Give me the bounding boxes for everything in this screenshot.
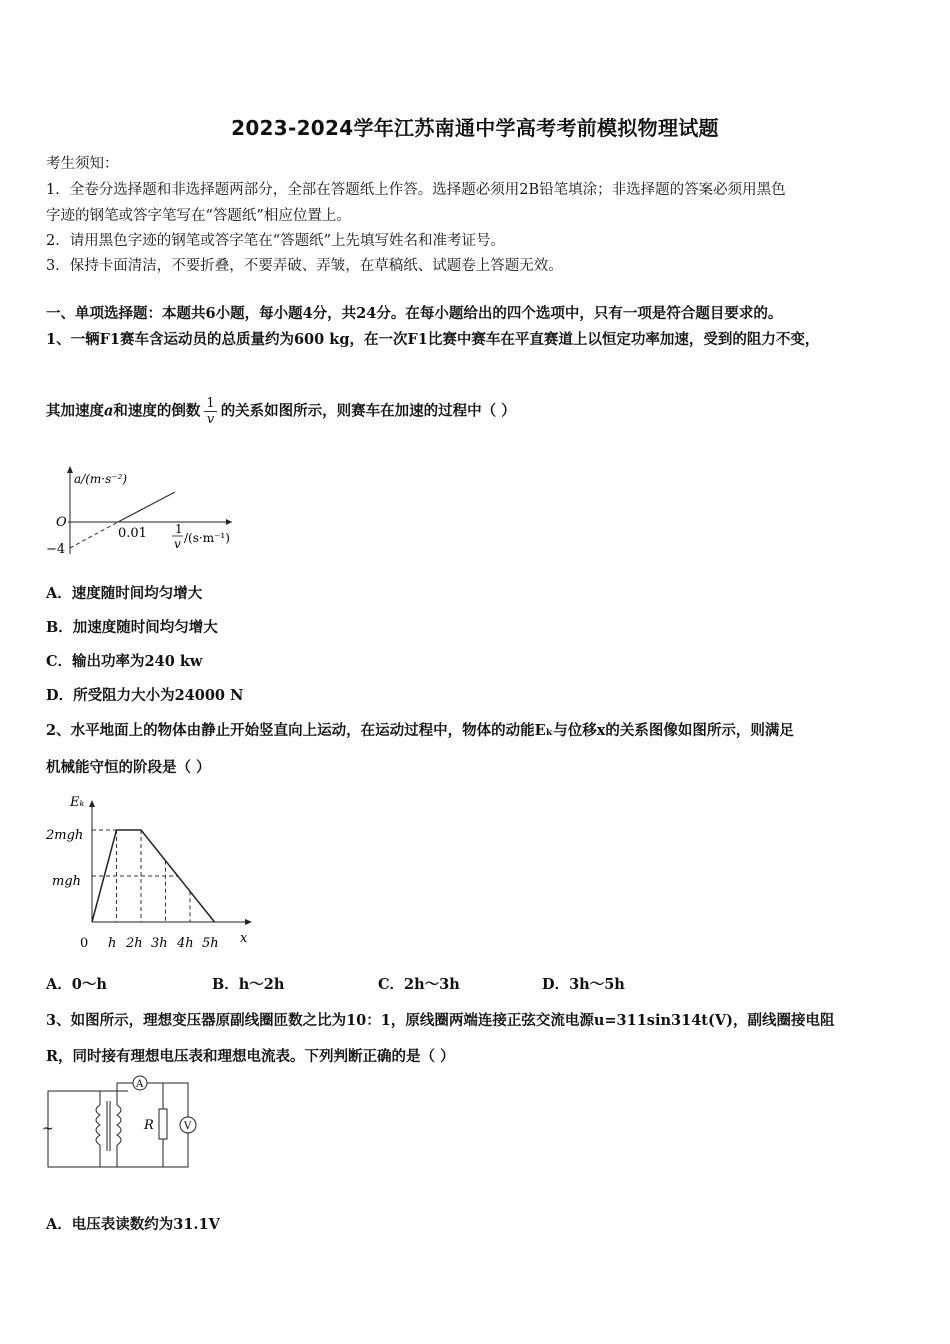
page-title: 2023-2024学年江苏南通中学高考考前模拟物理试题 — [231, 116, 719, 140]
q1-x-label-den: v — [174, 537, 181, 551]
q2-guide-lines — [92, 830, 190, 922]
q1-x-tick-label: 0.01 — [118, 526, 147, 541]
q2-x-tick-3h: 3h — [151, 936, 168, 951]
q3-stem-line1: 3、如图所示，理想变压器原副线圈匝数之比为10：1，原线圈两端连接正弦交流电源u=311sin314t(V)，副线圈接电阻 — [46, 1012, 835, 1029]
notice-heading: 考生须知： — [46, 156, 119, 172]
q2-x-tick-0: 0 — [80, 936, 89, 951]
q3-circuit — [40, 1075, 210, 1175]
q2-x-label: x — [240, 931, 248, 946]
q2-stem-line2: 机械能守恒的阶段是（ ） — [46, 759, 211, 776]
q1-option-a: A．速度随时间均匀增大 — [46, 585, 203, 602]
q1-stem-line2 — [46, 396, 516, 427]
q3-secondary-coil — [117, 1105, 121, 1145]
q1-origin-label: O — [56, 515, 67, 530]
q1-stem-line1: 1、一辆F1赛车含运动员的总质量约为600 kg，在一次F1比赛中赛车在平直赛道上以恒定功率加速，受到的阻力不变， — [46, 331, 820, 348]
q3-resistor — [159, 1109, 167, 1139]
q1-y-intercept-label: −4 — [46, 542, 66, 557]
q1-y-arrow — [67, 466, 73, 473]
notice-item: 2．请用黑色字迹的钢笔或答字笔在“答题纸”上先填写姓名和准考证号。 — [46, 233, 506, 249]
q1-stem-text: 其加速度 — [46, 402, 104, 420]
q1-option-d: D．所受阻力大小为24000 N — [46, 687, 244, 704]
q2-x-arrow — [245, 919, 252, 925]
q1-line-dashed — [70, 522, 118, 548]
q2-option-b: B．h～2h — [212, 976, 285, 993]
q1-x-label-num: 1 — [175, 522, 183, 536]
q2-stem-line1: 2、水平地面上的物体由静止开始竖直向上运动，在运动过程中，物体的动能Eₖ与位移x的关系图像如图所示，则满足 — [46, 722, 794, 739]
q1-fraction-numerator: 1 — [206, 396, 215, 411]
q3-option-a: A．电压表读数约为31.1V — [46, 1216, 220, 1233]
q3-voltmeter-label: V — [184, 1121, 192, 1132]
q2-option-c: C．2h～3h — [378, 976, 460, 993]
q2-x-tick-4h: 4h — [177, 936, 194, 951]
notice-item: 1．全卷分选择题和非选择题两部分，全部在答题纸上作答。选择题必须用2B铅笔填涂；非选择题的答案必须用黑色 — [46, 182, 786, 198]
q3-primary-wire — [48, 1091, 128, 1167]
q2-y-arrow — [89, 800, 95, 807]
q2-ek-curve — [92, 830, 215, 922]
q2-y-tick-2mgh: 2mgh — [46, 828, 84, 843]
section-heading: 一、单项选择题：本题共6小题，每小题4分，共24分。在每小题给出的四个选项中，只有一项是符合题目要求的。 — [46, 305, 783, 322]
notice-item: 字迹的钢笔或答字笔写在“答题纸”相应位置上。 — [46, 208, 351, 224]
q2-option-d: D．3h～5h — [542, 976, 625, 993]
q2-x-tick-5h: 5h — [202, 936, 219, 951]
q1-stem-text: 和速度的倒数 — [113, 402, 201, 420]
q3-ammeter-label: A — [136, 1079, 144, 1090]
q1-stem-text: 的关系如图所示，则赛车在加速的过程中（ ） — [220, 402, 516, 420]
q1-line-solid — [118, 492, 175, 522]
q1-var-a: a — [104, 402, 114, 420]
q2-y-tick-mgh: mgh — [52, 874, 82, 889]
q1-x-label-unit: /(s·m⁻¹) — [184, 531, 230, 545]
q3-primary-coil — [96, 1105, 100, 1145]
q1-option-b: B．加速度随时间均匀增大 — [46, 619, 218, 636]
q1-fraction — [204, 396, 216, 427]
q2-y-label: Eₖ — [70, 795, 85, 810]
q3-ac-source: ~ — [42, 1121, 54, 1137]
notice-item: 3．保持卡面清洁，不要折叠，不要弄破、弄皱，在草稿纸、试题卷上答题无效。 — [46, 258, 563, 274]
q2-option-a: A．0～h — [46, 976, 107, 993]
q2-graph — [40, 790, 270, 960]
q2-x-tick-2h: 2h — [126, 936, 143, 951]
q1-option-c: C．输出功率为240 kw — [46, 653, 203, 670]
q1-y-label: a/(m·s⁻²) — [74, 472, 128, 486]
q3-resistor-label: R — [144, 1118, 154, 1133]
q1-graph — [40, 462, 260, 562]
q2-x-tick-h: h — [108, 936, 117, 951]
q1-fraction-denominator: v — [206, 412, 215, 427]
q3-stem-line2: R，同时接有理想电压表和理想电流表。下列判断正确的是（ ） — [46, 1048, 455, 1065]
q1-x-arrow — [226, 519, 232, 525]
